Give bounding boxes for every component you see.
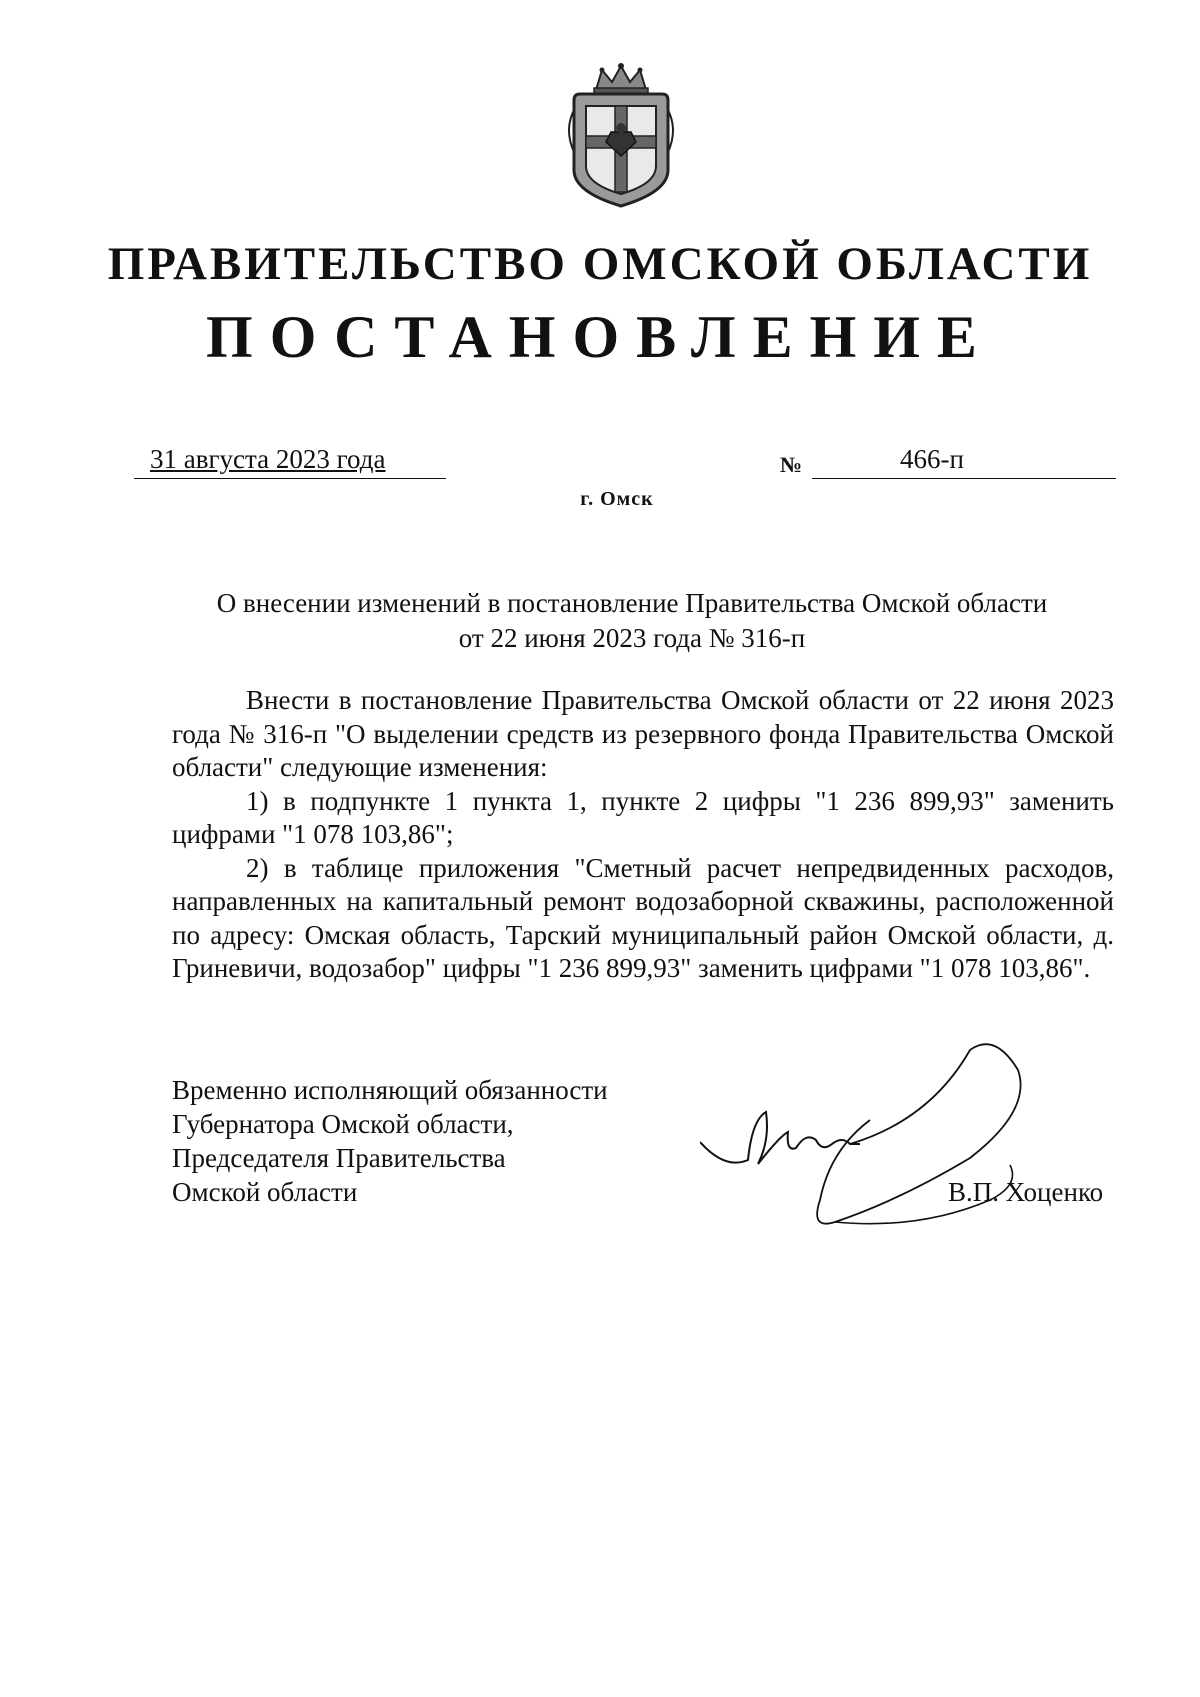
signer-position-line: Председателя Правительства [172,1143,506,1173]
document-type-title: ПОСТАНОВЛЕНИЕ [206,304,994,370]
signer-position [172,1073,608,1209]
subject-line-1: О внесении изменений в постановление Правительства Омской области [216,588,1048,618]
document-number: 466-п [900,444,964,474]
document-date: 31 августа 2023 года [150,444,386,474]
organization-title: ПРАВИТЕЛЬСТВО ОМСКОЙ ОБЛАСТИ [107,238,1093,290]
body-paragraph-item-1: 1) в подпункте 1 пункта 1, пункте 2 цифры "1 236 899,93" заменить цифрами "1 078 103,86"; [172,785,1114,849]
handwritten-signature-icon [700,1040,1080,1230]
number-underline [812,448,1116,479]
signer-name: В.П. Хоценко [948,1177,1104,1207]
body-paragraph-item-2: 2) в таблице приложения "Сметный расчет непредвиденных расходов, направленных на капитальный ремонт водозаборной скважины, расположенной по адресу: Омская область, Тарский муниципальный район Омской области, д. Гриневичи, водозабор" цифры "1 236 899,93" заменить цифрами "1 078 103,86". [172,852,1114,983]
body-paragraph-intro: Внести в постановление Правительства Омской области от 22 июня 2023 года № 316-п "О выделении средств из резервного фонда Правительства Омской области" следующие изменения: [172,685,1114,782]
document-body [172,684,1114,986]
city-label: г. Омск [580,488,654,510]
document-subject [172,586,1092,656]
number-label: № [780,452,803,477]
signer-position-line: Губернатора Омской области, [172,1109,514,1139]
subject-line-2: от 22 июня 2023 года № 316-п [458,623,806,653]
coat-of-arms-icon [562,60,680,210]
signer-position-line: Временно исполняющий обязанности [172,1075,608,1105]
signer-position-line: Омской области [172,1177,358,1207]
